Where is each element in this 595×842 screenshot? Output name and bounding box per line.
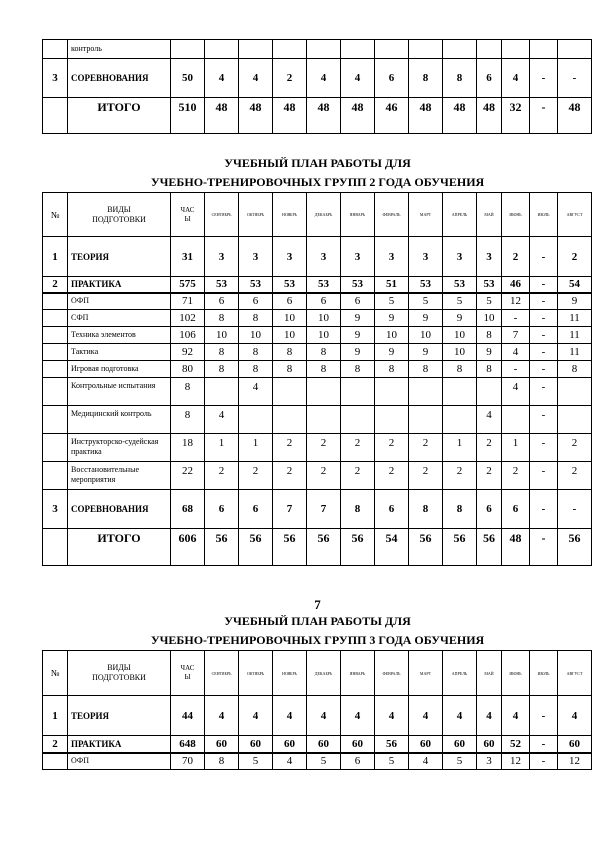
- column-header: №: [43, 651, 68, 696]
- section2-title-line1: УЧЕБНЫЙ ПЛАН РАБОТЫ ДЛЯ: [224, 156, 411, 170]
- column-header: АПРЕЛЬ: [443, 193, 477, 237]
- column-header: АВГУСТ: [558, 651, 592, 696]
- table-row: ОФП 71 6 6 6 6 6 5 5 5 5 12 - 9: [43, 293, 592, 310]
- row-label: ОФП: [68, 753, 171, 770]
- column-header: ИЮНЬ: [502, 193, 530, 237]
- table-row: Восстановительные мероприятия 22 2 2 2 2 2 2 2 2 2 2 - 2: [43, 462, 592, 490]
- table-row: 1 ТЕОРИЯ 44 4 4 4 4 4 4 4 4 4 4 - 4: [43, 696, 592, 736]
- column-header: НОЯБРЬ: [273, 651, 307, 696]
- section2-title-line2: УЧЕБНО-ТРЕНИРОВОЧНЫХ ГРУПП 2 ГОДА ОБУЧЕНИЯ: [150, 175, 485, 189]
- column-header: ДЕКАБРЬ: [307, 193, 341, 237]
- column-header: СЕНТЯБРЬ: [205, 193, 239, 237]
- column-header: №: [43, 193, 68, 237]
- column-header: ЧАСЫ: [171, 651, 205, 696]
- column-header: ОКТЯБРЬ: [239, 651, 273, 696]
- column-header: ЯНВАРЬ: [341, 193, 375, 237]
- section3-title-line1: УЧЕБНЫЙ ПЛАН РАБОТЫ ДЛЯ: [224, 614, 411, 628]
- column-header: ВИДЫ ПОДГОТОВКИ: [68, 193, 171, 237]
- column-header: ОКТЯБРЬ: [239, 193, 273, 237]
- table-row: ИТОГО 606 56 56 56 56 56 54 56 56 56 48 - 56: [43, 529, 592, 566]
- column-header: ЯНВАРЬ: [341, 651, 375, 696]
- table-row: ОФП 70 8 5 4 5 6 5 4 5 3 12 - 12: [43, 753, 592, 770]
- column-header: ФЕВРАЛЬ: [375, 651, 409, 696]
- row-label: СОРЕВНОВАНИЯ: [68, 59, 171, 98]
- row-label: СФП: [68, 310, 171, 327]
- table-header-row: [43, 651, 592, 696]
- year3-plan-table: [42, 650, 592, 770]
- row-label: Медицинский контроль: [68, 406, 171, 434]
- row-label: ПРАКТИКА: [68, 277, 171, 293]
- column-header: ИЮЛЬ: [530, 193, 558, 237]
- column-header: МАЙ: [477, 193, 502, 237]
- table-row: 2 ПРАКТИКА 575 53 53 53 53 53 51 53 53 53 46 - 54: [43, 277, 592, 293]
- table-row: СФП 102 8 8 10 10 9 9 9 9 10 - - 11: [43, 310, 592, 327]
- table-row: 1 ТЕОРИЯ 31 3 3 3 3 3 3 3 3 3 2 - 2: [43, 237, 592, 277]
- table-row: Инструкторско-судейская практика 18 1 1 2 2 2 2 2 1 2 1 - 2: [43, 434, 592, 462]
- row-label: СОРЕВНОВАНИЯ: [68, 490, 171, 529]
- row-label: Инструкторско-судейская практика: [68, 434, 171, 462]
- row-label: Тактика: [68, 344, 171, 361]
- column-header: ЧАСЫ: [171, 193, 205, 237]
- row-label: Техника элементов: [68, 327, 171, 344]
- table-row: Тактика 92 8 8 8 8 9 9 9 10 9 4 - 11: [43, 344, 592, 361]
- column-header: ВИДЫ ПОДГОТОВКИ: [68, 651, 171, 696]
- table-row: 3 СОРЕВНОВАНИЯ 68 6 6 7 7 8 6 8 8 6 6 - -: [43, 490, 592, 529]
- table-row: ИТОГО 510 48 48 48 48 48 46 48 48 48 32 - 48: [43, 98, 592, 134]
- column-header: СЕНТЯБРЬ: [205, 651, 239, 696]
- row-label: ОФП: [68, 293, 171, 310]
- table-row: Игровая подготовка 80 8 8 8 8 8 8 8 8 8 - - 8: [43, 361, 592, 378]
- column-header: ИЮЛЬ: [530, 651, 558, 696]
- column-header: ДЕКАБРЬ: [307, 651, 341, 696]
- column-header: АПРЕЛЬ: [443, 651, 477, 696]
- column-header: МАРТ: [409, 651, 443, 696]
- year2-plan-table: [42, 192, 592, 566]
- column-header: АВГУСТ: [558, 193, 592, 237]
- row-label: Игровая подготовка: [68, 361, 171, 378]
- total-label: ИТОГО: [68, 98, 171, 134]
- row-label: ТЕОРИЯ: [68, 237, 171, 277]
- row-label: ТЕОРИЯ: [68, 696, 171, 736]
- column-header: ИЮНЬ: [502, 651, 530, 696]
- table-row: [43, 40, 592, 59]
- column-header: МАРТ: [409, 193, 443, 237]
- table-row: Техника элементов 106 10 10 10 10 9 10 10 10 8 7 - 11: [43, 327, 592, 344]
- table-row: Медицинский контроль 8 4 4 -: [43, 406, 592, 434]
- column-header: ФЕВРАЛЬ: [375, 193, 409, 237]
- row-label: Восстановительные мероприятия: [68, 462, 171, 490]
- column-header: МАЙ: [477, 651, 502, 696]
- total-label: ИТОГО: [68, 529, 171, 566]
- table-header-row: [43, 193, 592, 237]
- table-row: 3 СОРЕВНОВАНИЯ 50 4 4 2 4 4 6 8 8 6 4 - -: [43, 59, 592, 98]
- row-label: ПРАКТИКА: [68, 736, 171, 753]
- year1-plan-table-tail: [42, 39, 592, 134]
- row-label: контроль: [68, 40, 171, 59]
- row-label: Контрольные испытания: [68, 378, 171, 406]
- column-header: НОЯБРЬ: [273, 193, 307, 237]
- table-row: Контрольные испытания 8 4 4 -: [43, 378, 592, 406]
- section3-title-line2: УЧЕБНО-ТРЕНИРОВОЧНЫХ ГРУПП 3 ГОДА ОБУЧЕНИЯ: [150, 633, 485, 647]
- page-number: 7: [314, 597, 321, 612]
- table-row: 2 ПРАКТИКА 648 60 60 60 60 60 56 60 60 60 52 - 60: [43, 736, 592, 753]
